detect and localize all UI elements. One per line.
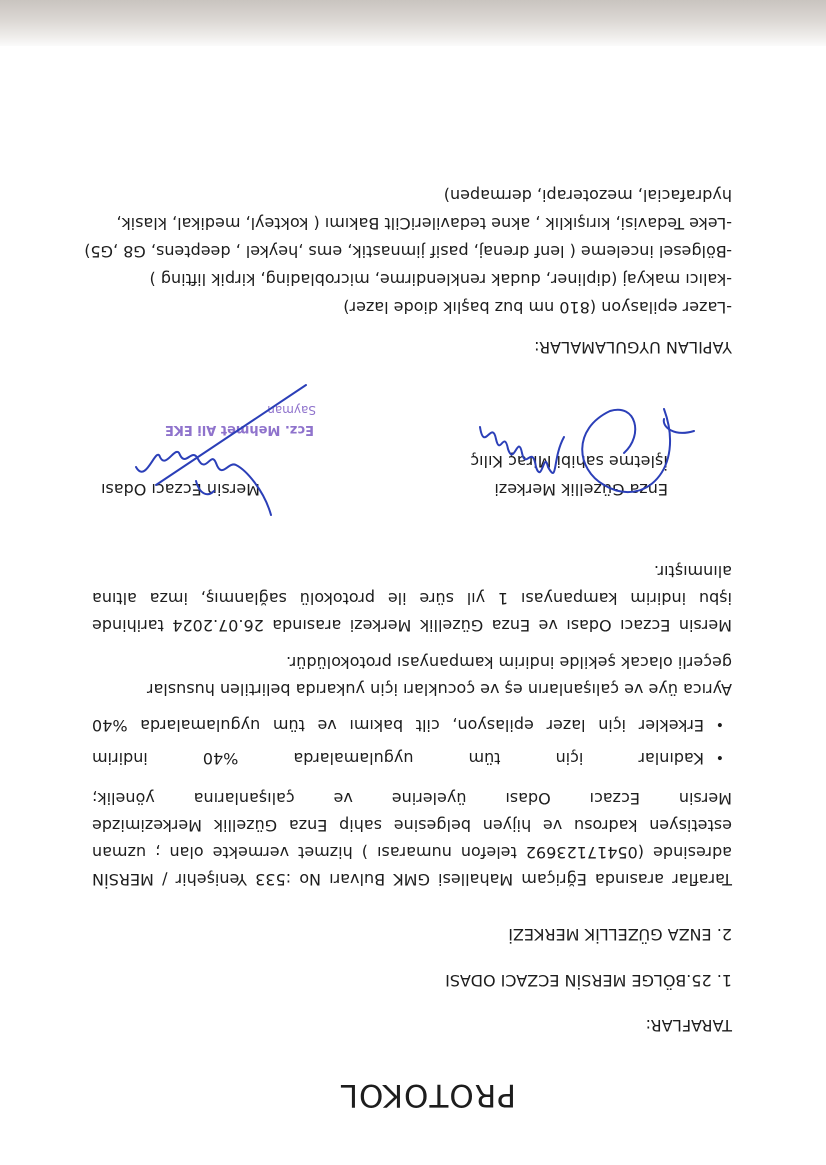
bullet-dot: • [715,716,724,732]
extra-paragraph: Ayrıca üye ve çalışanların eş ve çocukları için yukarıda belirtilen hususlar geçerli olacak şekilde indirim kampanyası protokolüdür. [146,653,732,699]
document-title: PROTOKOL [339,1077,516,1113]
signature-label-left: Mersin Eczacı Odası [100,480,260,499]
service-item: -kalıcı makyaj (dipliner, dudak renklendirme, microblading, kirpik lifting ) [149,270,732,289]
services-heading: YAPILAN UYGULAMALAR: [534,338,732,357]
signature-label-right: Enza Güzellik Merkezi [494,480,668,499]
service-item: -Leke Tedavisi, kırışıklık , akne tedavileriCilt Bakımı ( kokteyl, medikal, klasik, [116,214,732,233]
bullet-dot: • [715,749,724,765]
signature-owner-name: İşletme sahibi Miraç Kılıç [470,452,668,471]
bullet-item-1: Kadınlar için tüm uygulamalarda %40 indirim [92,749,704,768]
parties-heading: TARAFLAR: [645,1016,732,1035]
service-item: -Bölgesel inceleme ( lenf drenaj, pasif jimnastik, ems ,heykel , deeptens, G8 ,G5) [84,242,732,261]
intro-paragraph: Taraflar arasında Eğriçam Mahallesi GMK Bulvarı No :533 Yenişehir / MERSİN adresinde (05417123692 telefon numarası ) hizmet vermekte olan ; uzman estetisyen kadrosu ve hijyen belgesine sahip Enza Güzellik Merkezimizde Mersin Eczacı Odası üyelerine ve çalışanlarına yönelik; [92,789,732,889]
party-2: 2. ENZA GÜZELLİK MERKEZİ [508,925,732,944]
service-item: hydrafacial, mezoterapi, dermapen) [443,186,732,205]
stamp-name: Ecz. Mehmet Ali EKE [164,422,314,437]
service-item: -Lazer epilasyon (810 nm buz başlık diode lazer) [343,298,732,317]
isletme-sahibi-signature [4,389,314,529]
party-1: 1. 25.BÖLGE MERSİN ECZACI ODASI [445,971,732,990]
stamp-title: Sayman [267,403,316,417]
bullet-item-2: Erkekler için lazer epilasyon, cilt bakımı ve tüm uygulamalarda %40 [92,716,704,735]
agreement-paragraph: Mersin Eczacı Odası ve Enza Güzellik Merkezi arasında 26.07.2024 tarihinde işbu indirim kampanyası 1 yıl süre ile protokolü sağlanmış, imza altına alınmıştır. [92,562,732,635]
